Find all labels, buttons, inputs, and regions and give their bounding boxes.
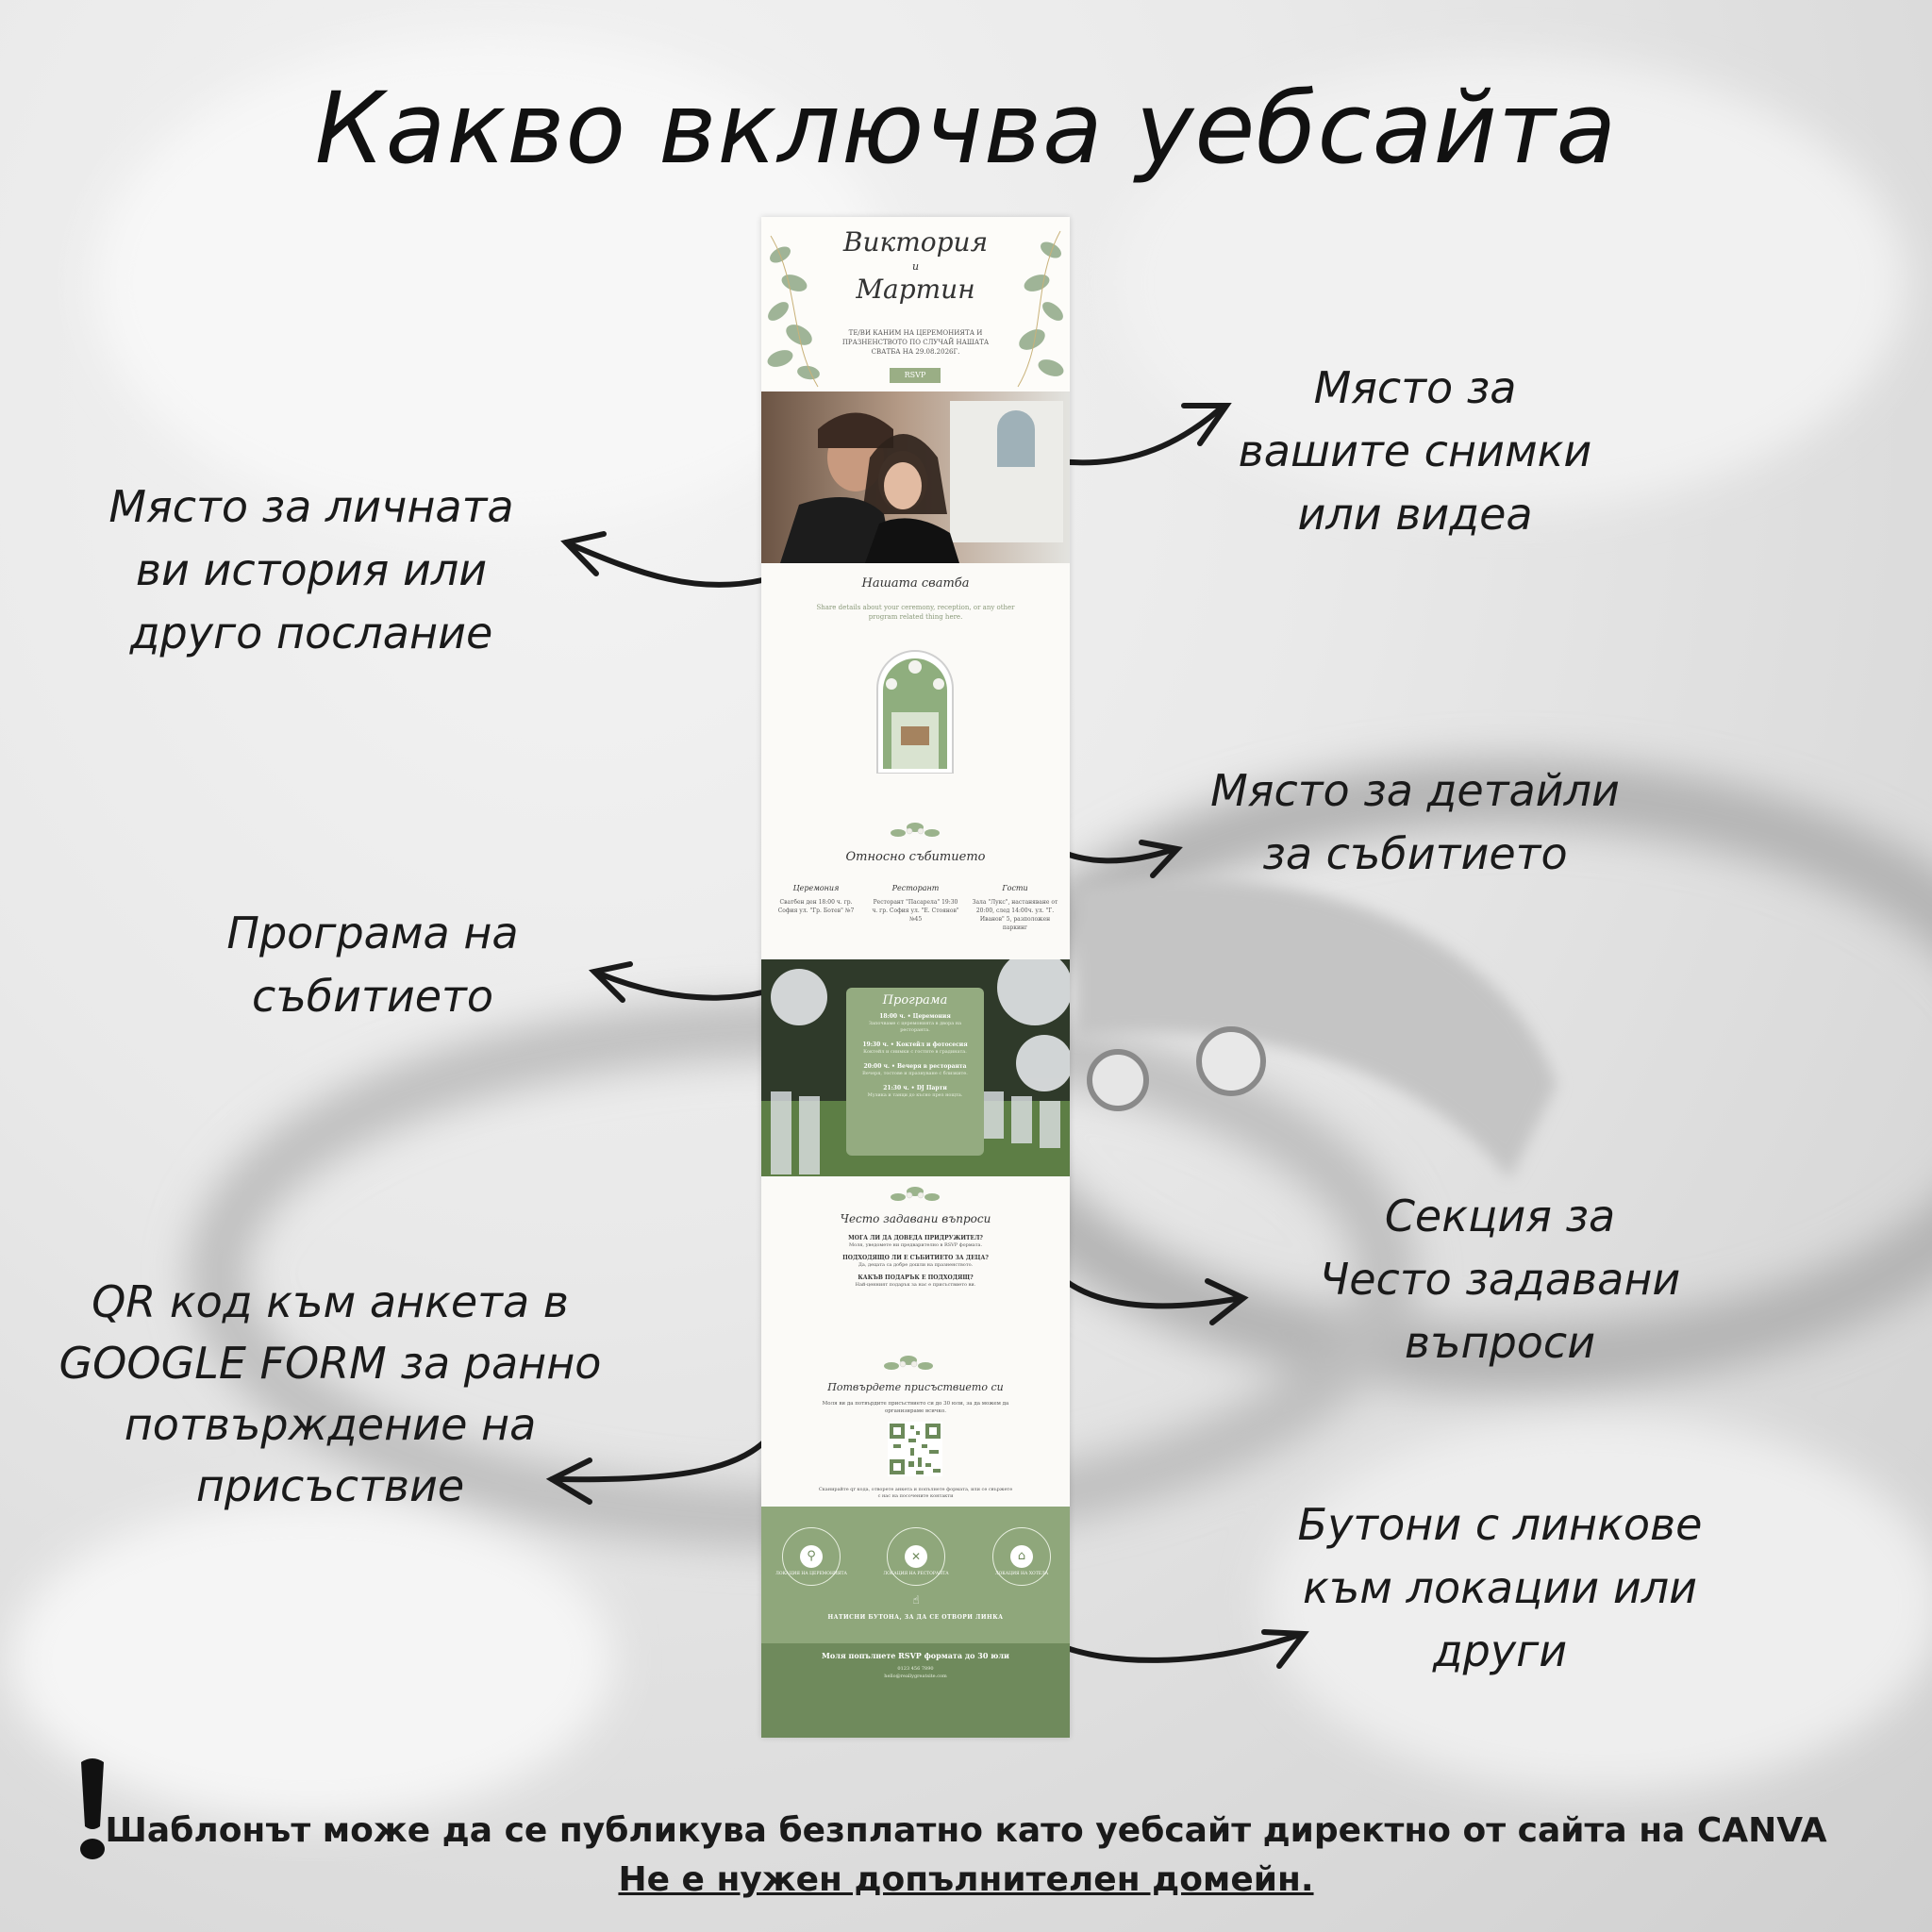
event-title: Относно събитието — [845, 850, 986, 864]
confirm-title: Потвърдете присъствието си — [827, 1381, 1004, 1393]
arch-venue-photo — [873, 646, 958, 774]
label-buttons: Бутони с линкове към локации или други — [1297, 1499, 1703, 1676]
hotel-icon: ⌂ — [1010, 1545, 1033, 1568]
event-col-body: Сватбен ден 18:00 ч. гр. София ул. "Гр. Ботев" №7 — [777, 899, 855, 914]
event-col-body: Зала "Лукс", настаняване от 20:00, след 14:00ч. ул. "Г. Иванов" 5, разположен паркинг — [972, 899, 1058, 931]
faq-answer: Моля, уведомете ни предварително в RSVP формата. — [848, 1242, 983, 1248]
click-text: НАТИСНИ БУТОНА, ЗА ДА СЕ ОТВОРИ ЛИНКА — [827, 1614, 1004, 1621]
couple-photo — [761, 391, 1070, 563]
contact-phone: 0123 456 7890 — [897, 1666, 934, 1672]
and-word: и — [911, 260, 920, 273]
location-buttons-section — [761, 1507, 1070, 1643]
program-title: Програма — [882, 993, 948, 1008]
program-item — [846, 1041, 984, 1056]
pointer-icon: ☝ — [912, 1593, 920, 1607]
label-qr: QR код към анкета в GOOGLE FORM за ранно потвърждение на присъствие — [58, 1276, 602, 1511]
location-label: ЛОКАЦИЯ НА ХОТЕЛА — [994, 1572, 1049, 1576]
location-button[interactable] — [992, 1527, 1051, 1586]
program-item-desc: Музика и танци до късно през нощта. — [867, 1092, 963, 1098]
event-col-body: Ресторант "Пасарела" 19:30 ч. гр. София ул. "Е. Стоянов" №45 — [872, 899, 959, 923]
program-item-time: 21:30 ч. • DJ Парти — [883, 1085, 947, 1091]
location-button[interactable] — [883, 1527, 949, 1586]
scan-text: Сканирайте qr кода, отворете анкета и попълнете формата, или се свържете с нас на посочените контакти — [818, 1487, 1013, 1499]
faq-answer: Да, децата са добре дошли на празненството. — [858, 1262, 974, 1268]
label-program: Програма на събитието — [226, 908, 519, 1022]
event-col — [771, 884, 861, 932]
label-faq: Секция за Често задавани въпроси — [1319, 1191, 1681, 1368]
bottom-text: Моля попълнете RSVP формата до 30 юли — [822, 1651, 1009, 1660]
contact-email: hello@reallygreatsite.com — [884, 1674, 947, 1679]
location-label: ЛОКАЦИЯ НА РЕСТОРАНТА — [883, 1572, 949, 1576]
main-title: Какво включва уебсайта — [314, 71, 1618, 186]
program-item-desc: Коктейл и снимки с гостите в градината. — [863, 1049, 967, 1055]
confirm-section — [761, 1351, 1070, 1507]
location-icon: ⚲ — [800, 1545, 823, 1568]
faq-question: КАКЪВ ПОДАРЪК Е ПОДХОДЯЩ? — [858, 1274, 974, 1281]
bride-name: Виктория — [842, 226, 989, 258]
floral-ornament — [887, 1182, 943, 1208]
label-details: Място за детайли за събитието — [1210, 765, 1620, 879]
hero-section — [761, 217, 1070, 391]
floral-ornament — [880, 1351, 937, 1377]
event-col-head: Церемония — [792, 884, 840, 892]
faq-item — [799, 1255, 1032, 1269]
bottom-bar — [761, 1643, 1070, 1738]
faq-title: Често задавани въпроси — [840, 1212, 991, 1225]
groom-name: Мартин — [856, 274, 975, 305]
faq-item — [799, 1274, 1032, 1289]
program-item-time: 20:00 ч. • Вечеря в ресторанта — [863, 1063, 967, 1070]
program-item-desc: Вечеря, тостове и празнуване с близките. — [862, 1071, 968, 1076]
floral-ornament — [887, 818, 943, 844]
footer-domain-note: Не е нужен допълнителен домейн. — [618, 1860, 1314, 1899]
our-wedding-title: Нашата сватба — [861, 576, 970, 591]
invite-text: ТЕ/ВИ КАНИМ НА ЦЕРЕМОНИЯТА И ПРАЗНЕНСТВОТО ПО СЛУЧАЙ НАШАТА СВАТБА НА 29.08.2026Г. — [841, 329, 990, 356]
event-col — [871, 884, 961, 932]
event-col-head: Ресторант — [891, 884, 940, 892]
faq-list — [799, 1235, 1032, 1294]
qr-code[interactable] — [888, 1422, 942, 1476]
location-label: ЛОКАЦИЯ НА ЦЕРЕМОНИЯТА — [775, 1572, 847, 1576]
program-item — [846, 1063, 984, 1077]
label-photos: Място за вашите снимки или видеа — [1238, 362, 1592, 540]
program-items — [846, 1013, 984, 1099]
rsvp-button[interactable]: RSVP — [890, 368, 941, 383]
restaurant-icon: ✕ — [905, 1545, 927, 1568]
confirm-text: Моля ви да потвърдите присъствието си до 30 юли, за да можем да организираме всичко. — [822, 1401, 1009, 1414]
program-item-time: 18:00 ч. • Церемония — [879, 1013, 951, 1020]
location-button[interactable] — [775, 1527, 847, 1586]
program-card — [846, 988, 984, 1156]
event-columns — [771, 884, 1060, 932]
faq-question: МОГА ЛИ ДА ДОВЕДА ПРИДРУЖИТЕЛ? — [848, 1235, 983, 1241]
event-details-section — [761, 818, 1070, 959]
program-item-time: 19:30 ч. • Коктейл и фотосесия — [862, 1041, 968, 1048]
program-item — [846, 1085, 984, 1099]
faq-answer: Най-ценният подарък за нас е присъствието ви. — [855, 1282, 976, 1288]
program-item-desc: Започваме с церемонията в двора на ресторанта. — [868, 1021, 962, 1033]
event-col-head: Гости — [1002, 884, 1028, 892]
faq-section — [761, 1176, 1070, 1351]
program-section — [761, 959, 1070, 1176]
our-wedding-section — [761, 563, 1070, 818]
event-col — [970, 884, 1060, 932]
program-item — [846, 1013, 984, 1034]
label-story: Място за личната ви история или друго послание — [108, 481, 514, 658]
our-wedding-text: Share details about your ceremony, reception, or any other program related thing here. — [816, 604, 1015, 621]
faq-item — [799, 1235, 1032, 1249]
footer-note: Шаблонът може да се публикува безплатно като уебсайт директно от сайта на CANVA — [105, 1811, 1827, 1850]
faq-question: ПОДХОДЯЩО ЛИ Е СЪБИТИЕТО ЗА ДЕЦА? — [842, 1255, 989, 1261]
website-preview — [761, 217, 1070, 1738]
